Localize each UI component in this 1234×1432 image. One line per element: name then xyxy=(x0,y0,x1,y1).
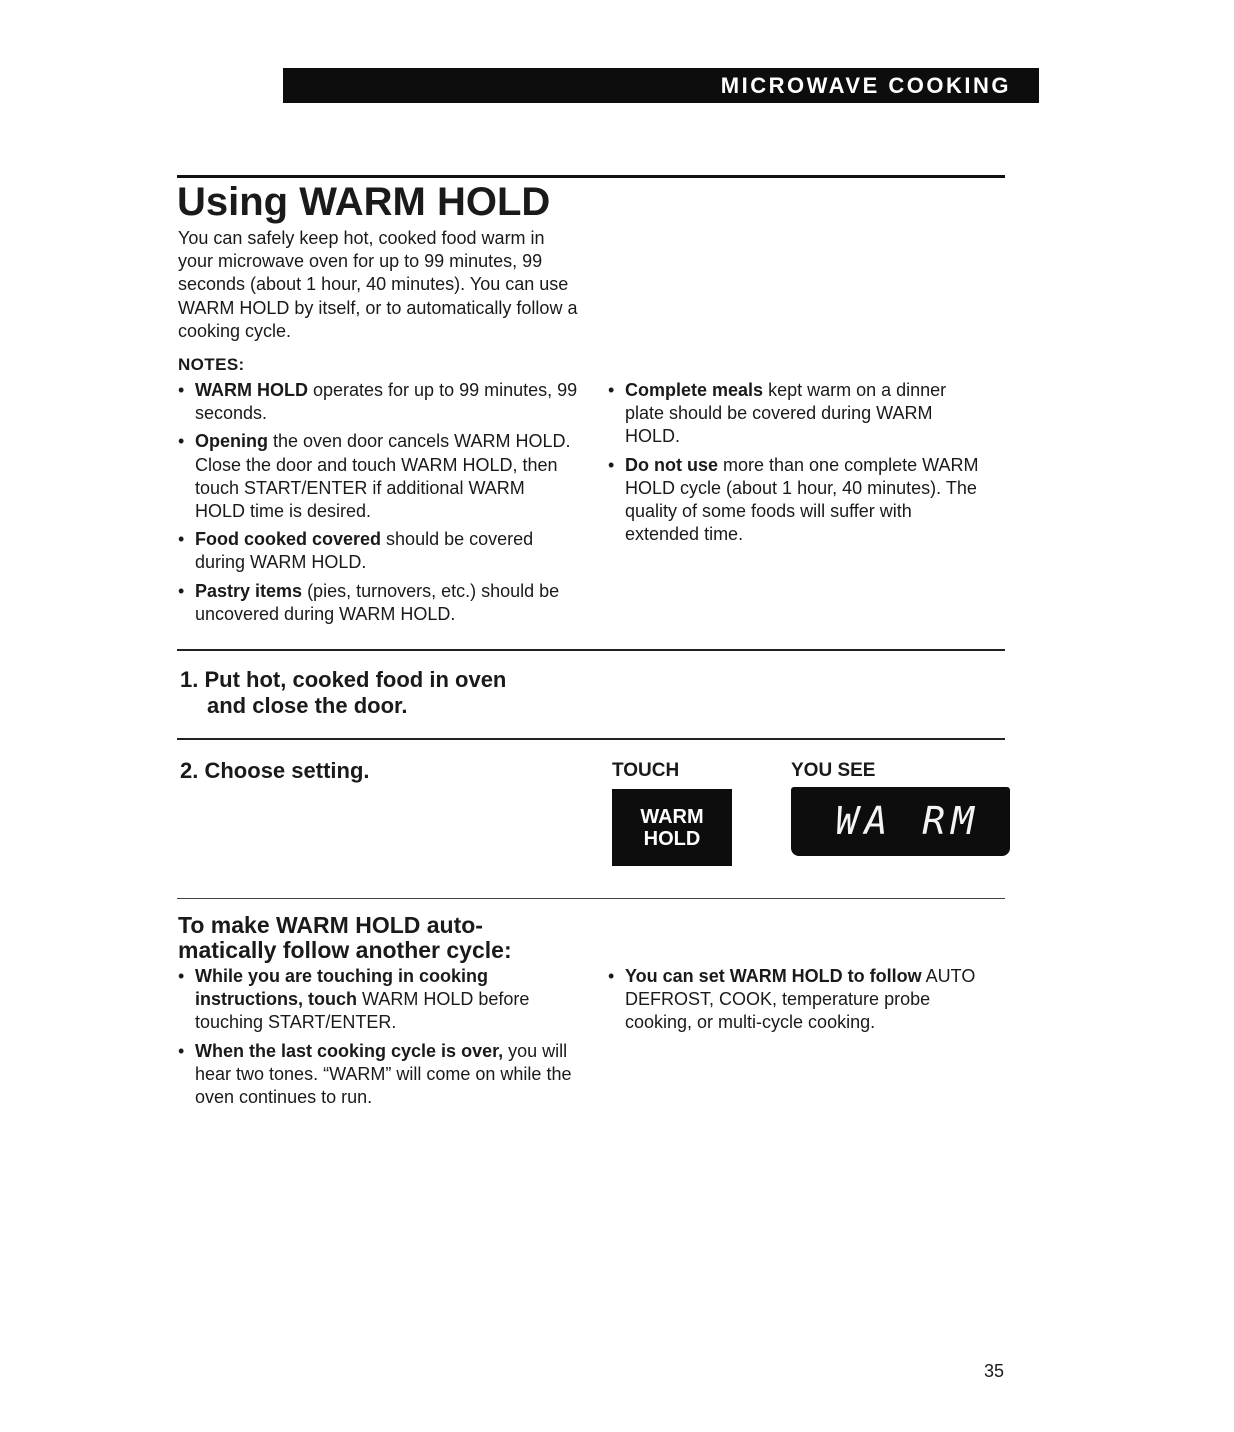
note-item: • Complete meals kept warm on a dinner plate should be covered during WARM HOLD. xyxy=(608,379,988,449)
step-2-text: Choose setting. xyxy=(204,758,370,783)
page-title: Using WARM HOLD xyxy=(177,180,551,224)
note-item: • Food cooked covered should be covered during WARM HOLD. xyxy=(178,528,578,574)
auto-list-left xyxy=(178,965,588,1114)
step-divider xyxy=(177,738,1005,740)
note-item: • Opening the oven door cancels WARM HOLD. Close the door and touch WARM HOLD, then touch START/ENTER if additional WARM HOLD time is desired. xyxy=(178,430,578,523)
auto-item: • When the last cooking cycle is over, you will hear two tones. “WARM” will come on while the oven continues to run. xyxy=(178,1040,588,1110)
step-1-number: 1. xyxy=(180,667,199,692)
step-2-number: 2. xyxy=(180,758,199,783)
oven-display: WA RM xyxy=(791,787,1010,856)
note-item: • Pastry items (pies, turnovers, etc.) should be uncovered during WARM HOLD. xyxy=(178,580,578,626)
page-number: 35 xyxy=(984,1361,1005,1381)
step-divider xyxy=(177,649,1005,651)
step-1 xyxy=(180,667,506,719)
note-item: • WARM HOLD operates for up to 99 minutes, 99 seconds. xyxy=(178,379,578,425)
notes-label: NOTES: xyxy=(178,355,245,374)
notes-list-left xyxy=(178,379,578,631)
step-1-text: Put hot, cooked food in oven xyxy=(204,667,507,692)
auto-list-right xyxy=(608,965,988,1040)
auto-follow-heading: To make WARM HOLD auto- matically follow another cycle: xyxy=(178,912,512,963)
section-header: MICROWAVE COOKING xyxy=(283,68,1039,103)
auto-item: • You can set WARM HOLD to follow AUTO DEFROST, COOK, temperature probe cooking, or multi-cycle cooking. xyxy=(608,965,988,1035)
warm-hold-button xyxy=(612,789,732,866)
intro-paragraph: You can safely keep hot, cooked food warm in your microwave oven for up to 99 minutes, 99 seconds (about 1 hour, 40 minutes). You can use WARM HOLD by itself, or to automatically follow a cooking cycle. xyxy=(178,228,578,341)
note-item: • Do not use more than one complete WARM HOLD cycle (about 1 hour, 40 minutes). The quality of some foods will suffer with extended time. xyxy=(608,454,988,547)
step-1-text-cont: and close the door. xyxy=(207,693,408,718)
step-2 xyxy=(180,758,370,784)
auto-item: • While you are touching in cooking instructions, touch WARM HOLD before touching START/ENTER. xyxy=(178,965,588,1035)
warm-hold-button-line2: HOLD xyxy=(643,827,701,850)
section-divider xyxy=(177,898,1005,899)
touch-label: TOUCH xyxy=(612,760,680,781)
notes-list-right xyxy=(608,379,988,551)
you-see-label: YOU SEE xyxy=(791,760,876,781)
warm-hold-button-line1: WARM xyxy=(640,805,704,828)
